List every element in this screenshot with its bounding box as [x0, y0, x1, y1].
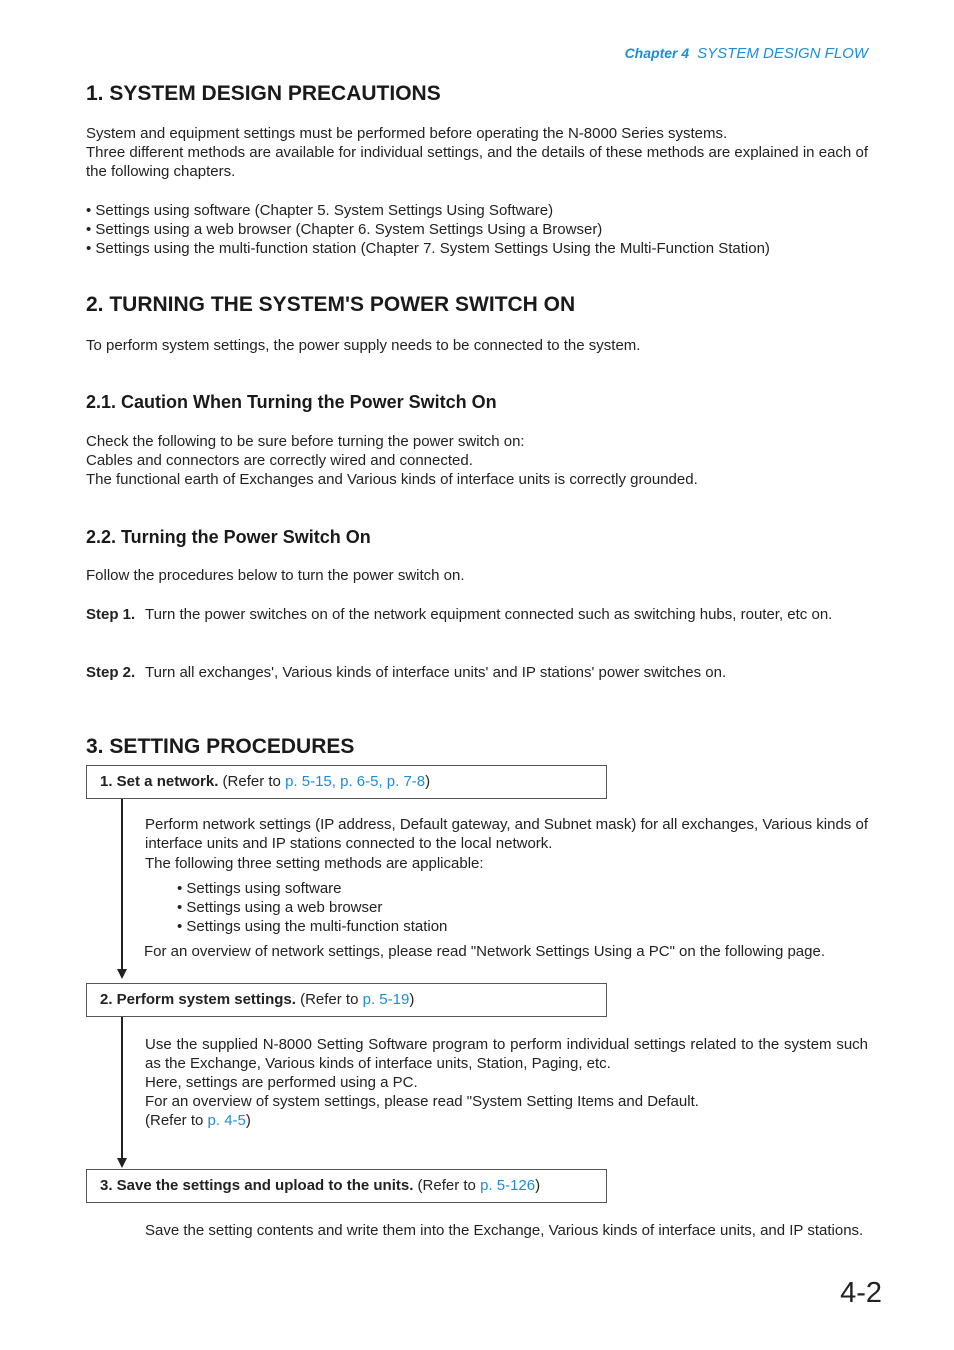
procedure-2-overview-link[interactable]: p. 4-5: [207, 1112, 246, 1129]
step-1-text: Turn the power switches on of the network equipment connected such as switching hubs, router, etc on.: [145, 606, 833, 623]
procedure-3-ref-link[interactable]: p. 5-126: [480, 1177, 536, 1194]
chapter-title: SYSTEM DESIGN FLOW: [697, 45, 868, 62]
procedure-3-title: 3. Save the settings and upload to the units.: [100, 1177, 414, 1194]
step-2-label: Step 2.: [86, 664, 136, 681]
subsection-2-2-heading: 2.2. Turning the Power Switch On: [86, 527, 371, 547]
ref-suffix: ): [535, 1177, 541, 1194]
procedure-box-3: [86, 1169, 607, 1203]
flow-connector-line: [121, 799, 123, 970]
list-item: • Settings using the multi-function station (Chapter 7. System Settings Using the Multi-Function Station): [86, 240, 770, 257]
subsection-2-1-heading: 2.1. Caution When Turning the Power Switch On: [86, 392, 497, 412]
procedure-box-2: [86, 983, 607, 1017]
caution-line: Cables and connectors are correctly wired and connected.: [86, 452, 473, 469]
procedure-2-line: For an overview of system settings, please read "System Setting Items and Default.: [145, 1093, 699, 1110]
step-1: [86, 605, 868, 624]
flow-arrow-icon: [117, 1158, 127, 1168]
list-item: • Settings using software: [177, 880, 342, 897]
ref-suffix: ): [245, 1112, 251, 1129]
caution-line: The functional earth of Exchanges and Various kinds of interface units is correctly grounded.: [86, 471, 698, 488]
section-1-heading: 1. SYSTEM DESIGN PRECAUTIONS: [86, 82, 441, 105]
ref-suffix: ): [425, 773, 431, 790]
procedure-2-title: 2. Perform system settings.: [100, 991, 296, 1008]
section-2-heading: 2. TURNING THE SYSTEM'S POWER SWITCH ON: [86, 293, 576, 316]
list-item: • Settings using a web browser (Chapter 6. System Settings Using a Browser): [86, 221, 603, 238]
running-header: [625, 44, 868, 63]
procedure-1-title: 1. Set a network.: [100, 773, 219, 790]
section-1-para-line: Three different methods are available for individual settings, and the details of these methods are explained in each of the following chapters.: [86, 144, 868, 180]
subsection-2-1-text: [86, 432, 868, 489]
ref-suffix: ): [409, 991, 415, 1008]
ref-prefix: (Refer to: [413, 1177, 481, 1194]
caution-line: Check the following to be sure before turning the power switch on:: [86, 433, 525, 450]
list-item: • Settings using a web browser: [177, 899, 383, 916]
chapter-label: Chapter 4: [624, 45, 690, 61]
page-number: 4-2: [840, 1277, 882, 1309]
procedure-1-ref-link[interactable]: p. 5-15, p. 6-5, p. 7-8: [285, 773, 426, 790]
procedure-3-description: Save the setting contents and write them into the Exchange, Various kinds of interface units, and IP stations.: [145, 1222, 864, 1239]
ref-prefix: (Refer to: [218, 773, 286, 790]
procedure-1-note: For an overview of network settings, please read "Network Settings Using a PC" on the following page.: [144, 943, 825, 960]
list-item: • Settings using software (Chapter 5. System Settings Using Software): [86, 202, 554, 219]
procedure-1-methods-intro: The following three setting methods are applicable:: [145, 855, 484, 872]
ref-prefix: (Refer to: [145, 1112, 208, 1129]
step-2: [86, 663, 868, 682]
section-1-intro: [86, 124, 868, 181]
procedure-2-ref: [145, 1111, 868, 1130]
step-2-text: Turn all exchanges', Various kinds of interface units' and IP stations' power switches on.: [145, 664, 727, 681]
section-3-heading: 3. SETTING PROCEDURES: [86, 735, 355, 758]
flow-connector-line: [121, 1017, 123, 1159]
procedure-box-1: [86, 765, 607, 799]
procedure-2-ref-link[interactable]: p. 5-19: [362, 991, 410, 1008]
list-item: • Settings using the multi-function station: [177, 918, 448, 935]
procedure-1-description: Perform network settings (IP address, Default gateway, and Subnet mask) for all exchanges, Various kinds of interface units and IP stations connected to the local network.: [145, 816, 868, 852]
section-2-intro: To perform system settings, the power supply needs to be connected to the system.: [86, 337, 641, 354]
procedure-2-line: Use the supplied N-8000 Setting Software program to perform individual settings related to the system such as the Exchange, Various kinds of interface units, Station, Paging, etc.: [145, 1036, 868, 1072]
procedure-1-method-list: [177, 879, 447, 936]
procedure-2-line: Here, settings are performed using a PC.: [145, 1074, 418, 1091]
section-1-para-line: System and equipment settings must be performed before operating the N-8000 Series systems.: [86, 125, 728, 142]
section-1-bullet-list: [86, 201, 868, 258]
procedure-2-description: [145, 1035, 868, 1130]
flow-arrow-icon: [117, 969, 127, 979]
ref-prefix: (Refer to: [295, 991, 363, 1008]
step-1-label: Step 1.: [86, 606, 136, 623]
subsection-2-2-intro: Follow the procedures below to turn the power switch on.: [86, 567, 465, 584]
